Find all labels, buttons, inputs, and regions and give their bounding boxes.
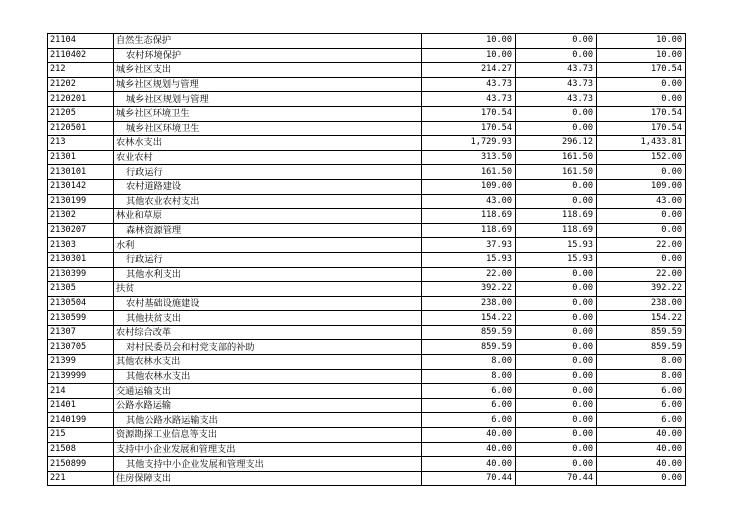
- name-cell: 城乡社区环境卫生: [114, 106, 422, 121]
- project-expenditure-cell: 1,433.81: [597, 136, 686, 151]
- project-expenditure-cell: 154.22: [597, 311, 686, 326]
- name-cell: 农业农村: [114, 150, 422, 165]
- name-cell: 行政运行: [114, 252, 422, 267]
- total-amount-cell: 22.00: [422, 267, 516, 282]
- code-cell: 2130705: [48, 340, 114, 355]
- code-cell: 212: [48, 63, 114, 78]
- basic-expenditure-cell: 161.50: [516, 150, 597, 165]
- table-row: [48, 92, 686, 107]
- project-expenditure-cell: 0.00: [597, 165, 686, 180]
- basic-expenditure-cell: 0.00: [516, 121, 597, 136]
- name-cell: 农村综合改革: [114, 325, 422, 340]
- table-row: [48, 136, 686, 151]
- total-amount-cell: 1,729.93: [422, 136, 516, 151]
- project-expenditure-cell: 0.00: [597, 252, 686, 267]
- basic-expenditure-cell: 0.00: [516, 369, 597, 384]
- total-amount-cell: 37.93: [422, 238, 516, 253]
- table-row: [48, 428, 686, 443]
- name-cell: 城乡社区支出: [114, 63, 422, 78]
- code-cell: 21301: [48, 150, 114, 165]
- code-cell: 21399: [48, 355, 114, 370]
- total-amount-cell: 118.69: [422, 223, 516, 238]
- code-cell: 2130599: [48, 311, 114, 326]
- name-cell: 交通运输支出: [114, 384, 422, 399]
- project-expenditure-cell: 10.00: [597, 34, 686, 49]
- total-amount-cell: 43.73: [422, 77, 516, 92]
- total-amount-cell: 392.22: [422, 282, 516, 297]
- name-cell: 公路水路运输: [114, 398, 422, 413]
- code-cell: 2120201: [48, 92, 114, 107]
- code-cell: 21307: [48, 325, 114, 340]
- table-row: [48, 209, 686, 224]
- name-cell: 农村环境保护: [114, 48, 422, 63]
- table-row: [48, 296, 686, 311]
- name-cell: 对村民委员会和村党支部的补助: [114, 340, 422, 355]
- project-expenditure-cell: 0.00: [597, 471, 686, 486]
- total-amount-cell: 118.69: [422, 209, 516, 224]
- basic-expenditure-cell: 0.00: [516, 355, 597, 370]
- table-row: [48, 282, 686, 297]
- total-amount-cell: 10.00: [422, 34, 516, 49]
- basic-expenditure-cell: 15.93: [516, 252, 597, 267]
- basic-expenditure-cell: 43.73: [516, 63, 597, 78]
- code-cell: 2150899: [48, 457, 114, 472]
- expenditure-table: [47, 33, 686, 486]
- name-cell: 城乡社区规划与管理: [114, 77, 422, 92]
- project-expenditure-cell: 8.00: [597, 355, 686, 370]
- basic-expenditure-cell: 0.00: [516, 34, 597, 49]
- code-cell: 2140199: [48, 413, 114, 428]
- basic-expenditure-cell: 0.00: [516, 428, 597, 443]
- code-cell: 2130207: [48, 223, 114, 238]
- project-expenditure-cell: 22.00: [597, 267, 686, 282]
- table-row: [48, 121, 686, 136]
- table-row: [48, 194, 686, 209]
- total-amount-cell: 40.00: [422, 428, 516, 443]
- code-cell: 21205: [48, 106, 114, 121]
- name-cell: 支持中小企业发展和管理支出: [114, 442, 422, 457]
- basic-expenditure-cell: 0.00: [516, 398, 597, 413]
- table-row: [48, 238, 686, 253]
- project-expenditure-cell: 0.00: [597, 92, 686, 107]
- code-cell: 21303: [48, 238, 114, 253]
- project-expenditure-cell: 859.59: [597, 325, 686, 340]
- code-cell: 213: [48, 136, 114, 151]
- name-cell: 行政运行: [114, 165, 422, 180]
- basic-expenditure-cell: 0.00: [516, 325, 597, 340]
- table-row: [48, 267, 686, 282]
- total-amount-cell: 238.00: [422, 296, 516, 311]
- project-expenditure-cell: 152.00: [597, 150, 686, 165]
- table-body: [48, 34, 686, 486]
- code-cell: 21104: [48, 34, 114, 49]
- table-row: [48, 48, 686, 63]
- project-expenditure-cell: 10.00: [597, 48, 686, 63]
- basic-expenditure-cell: 43.73: [516, 92, 597, 107]
- table-row: [48, 457, 686, 472]
- basic-expenditure-cell: 296.12: [516, 136, 597, 151]
- code-cell: 2130301: [48, 252, 114, 267]
- total-amount-cell: 40.00: [422, 457, 516, 472]
- basic-expenditure-cell: 0.00: [516, 282, 597, 297]
- name-cell: 其他公路水路运输支出: [114, 413, 422, 428]
- project-expenditure-cell: 40.00: [597, 442, 686, 457]
- table-row: [48, 413, 686, 428]
- code-cell: 2130142: [48, 179, 114, 194]
- total-amount-cell: 8.00: [422, 355, 516, 370]
- project-expenditure-cell: 859.59: [597, 340, 686, 355]
- table-row: [48, 384, 686, 399]
- name-cell: 自然生态保护: [114, 34, 422, 49]
- code-cell: 21302: [48, 209, 114, 224]
- code-cell: 2130504: [48, 296, 114, 311]
- table-row: [48, 77, 686, 92]
- project-expenditure-cell: 8.00: [597, 369, 686, 384]
- code-cell: 215: [48, 428, 114, 443]
- total-amount-cell: 859.59: [422, 340, 516, 355]
- total-amount-cell: 214.27: [422, 63, 516, 78]
- name-cell: 其他农林水支出: [114, 369, 422, 384]
- total-amount-cell: 43.00: [422, 194, 516, 209]
- table-row: [48, 442, 686, 457]
- total-amount-cell: 170.54: [422, 121, 516, 136]
- project-expenditure-cell: 43.00: [597, 194, 686, 209]
- basic-expenditure-cell: 0.00: [516, 340, 597, 355]
- name-cell: 农村道路建设: [114, 179, 422, 194]
- table-row: [48, 150, 686, 165]
- basic-expenditure-cell: 0.00: [516, 413, 597, 428]
- project-expenditure-cell: 40.00: [597, 428, 686, 443]
- total-amount-cell: 6.00: [422, 398, 516, 413]
- name-cell: 其他农林水支出: [114, 355, 422, 370]
- table-row: [48, 63, 686, 78]
- total-amount-cell: 161.50: [422, 165, 516, 180]
- code-cell: 21401: [48, 398, 114, 413]
- table-row: [48, 311, 686, 326]
- code-cell: 2130399: [48, 267, 114, 282]
- basic-expenditure-cell: 0.00: [516, 179, 597, 194]
- project-expenditure-cell: 40.00: [597, 457, 686, 472]
- project-expenditure-cell: 0.00: [597, 77, 686, 92]
- total-amount-cell: 70.44: [422, 471, 516, 486]
- name-cell: 农村基础设施建设: [114, 296, 422, 311]
- basic-expenditure-cell: 118.69: [516, 223, 597, 238]
- table-row: [48, 179, 686, 194]
- code-cell: 21508: [48, 442, 114, 457]
- basic-expenditure-cell: 0.00: [516, 267, 597, 282]
- total-amount-cell: 43.73: [422, 92, 516, 107]
- table-row: [48, 34, 686, 49]
- project-expenditure-cell: 22.00: [597, 238, 686, 253]
- total-amount-cell: 313.50: [422, 150, 516, 165]
- basic-expenditure-cell: 43.73: [516, 77, 597, 92]
- name-cell: 其他支持中小企业发展和管理支出: [114, 457, 422, 472]
- project-expenditure-cell: 170.54: [597, 121, 686, 136]
- name-cell: 农林水支出: [114, 136, 422, 151]
- name-cell: 扶贫: [114, 282, 422, 297]
- basic-expenditure-cell: 0.00: [516, 106, 597, 121]
- basic-expenditure-cell: 70.44: [516, 471, 597, 486]
- name-cell: 其他农业农村支出: [114, 194, 422, 209]
- total-amount-cell: 170.54: [422, 106, 516, 121]
- total-amount-cell: 6.00: [422, 384, 516, 399]
- total-amount-cell: 6.00: [422, 413, 516, 428]
- table-row: [48, 369, 686, 384]
- project-expenditure-cell: 6.00: [597, 398, 686, 413]
- name-cell: 其他扶贫支出: [114, 311, 422, 326]
- code-cell: 2139999: [48, 369, 114, 384]
- code-cell: 21305: [48, 282, 114, 297]
- basic-expenditure-cell: 0.00: [516, 194, 597, 209]
- total-amount-cell: 859.59: [422, 325, 516, 340]
- project-expenditure-cell: 0.00: [597, 223, 686, 238]
- name-cell: 住房保障支出: [114, 471, 422, 486]
- project-expenditure-cell: 238.00: [597, 296, 686, 311]
- basic-expenditure-cell: 0.00: [516, 48, 597, 63]
- basic-expenditure-cell: 0.00: [516, 296, 597, 311]
- code-cell: 2130101: [48, 165, 114, 180]
- project-expenditure-cell: 392.22: [597, 282, 686, 297]
- total-amount-cell: 8.00: [422, 369, 516, 384]
- code-cell: 221: [48, 471, 114, 486]
- total-amount-cell: 109.00: [422, 179, 516, 194]
- table-row: [48, 252, 686, 267]
- code-cell: 21202: [48, 77, 114, 92]
- project-expenditure-cell: 109.00: [597, 179, 686, 194]
- code-cell: 214: [48, 384, 114, 399]
- name-cell: 水利: [114, 238, 422, 253]
- total-amount-cell: 154.22: [422, 311, 516, 326]
- name-cell: 资源勘探工业信息等支出: [114, 428, 422, 443]
- table-row: [48, 106, 686, 121]
- name-cell: 森林资源管理: [114, 223, 422, 238]
- code-cell: 2130199: [48, 194, 114, 209]
- project-expenditure-cell: 0.00: [597, 209, 686, 224]
- name-cell: 其他水利支出: [114, 267, 422, 282]
- name-cell: 城乡社区规划与管理: [114, 92, 422, 107]
- project-expenditure-cell: 6.00: [597, 384, 686, 399]
- table-row: [48, 398, 686, 413]
- basic-expenditure-cell: 0.00: [516, 457, 597, 472]
- code-cell: 2110402: [48, 48, 114, 63]
- basic-expenditure-cell: 161.50: [516, 165, 597, 180]
- total-amount-cell: 15.93: [422, 252, 516, 267]
- basic-expenditure-cell: 0.00: [516, 311, 597, 326]
- project-expenditure-cell: 6.00: [597, 413, 686, 428]
- name-cell: 城乡社区环境卫生: [114, 121, 422, 136]
- table-row: [48, 325, 686, 340]
- total-amount-cell: 10.00: [422, 48, 516, 63]
- basic-expenditure-cell: 15.93: [516, 238, 597, 253]
- basic-expenditure-cell: 0.00: [516, 384, 597, 399]
- table-row: [48, 471, 686, 486]
- basic-expenditure-cell: 0.00: [516, 442, 597, 457]
- table-row: [48, 340, 686, 355]
- table-row: [48, 355, 686, 370]
- basic-expenditure-cell: 118.69: [516, 209, 597, 224]
- project-expenditure-cell: 170.54: [597, 106, 686, 121]
- project-expenditure-cell: 170.54: [597, 63, 686, 78]
- total-amount-cell: 40.00: [422, 442, 516, 457]
- code-cell: 2120501: [48, 121, 114, 136]
- name-cell: 林业和草原: [114, 209, 422, 224]
- table-row: [48, 223, 686, 238]
- table-row: [48, 165, 686, 180]
